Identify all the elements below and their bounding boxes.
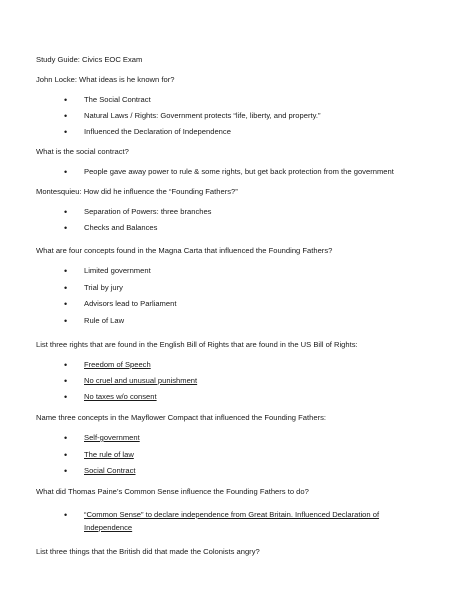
bullet-icon: • [64, 299, 68, 309]
answer-item: Self-government [84, 433, 140, 442]
answer-item: Freedom of Speech [84, 360, 151, 369]
answer-item: Social Contract [84, 466, 136, 475]
bullet-icon: • [64, 510, 68, 520]
bullet-icon: • [64, 266, 68, 276]
bullet-icon: • [64, 95, 68, 105]
answer-item: Rule of Law [84, 316, 125, 325]
bullet-icon: • [64, 360, 68, 370]
answer-item: Natural Laws / Rights: Government protects “life, liberty, and property.” [84, 111, 321, 120]
question-magna-carta: What are four concepts found in the Magna Carta that influenced the Founding Fathers? [36, 246, 333, 255]
bullet-icon: • [64, 111, 68, 121]
question-common-sense: What did Thomas Paine’s Common Sense influence the Founding Fathers to do? [36, 487, 309, 496]
answer-item: The rule of law [84, 450, 134, 459]
answer-item: Limited government [84, 266, 151, 275]
answer-item: No cruel and unusual punishment [84, 376, 198, 385]
bullet-icon: • [64, 316, 68, 326]
bullet-icon: • [64, 127, 68, 137]
bullet-icon: • [64, 450, 68, 460]
answer-item: People gave away power to rule & some rights, but get back protection from the government [84, 167, 394, 176]
answer-item: “Common Sense” to declare independence from Great Britain. Influenced Declaration of [84, 510, 380, 519]
bullet-icon: • [64, 466, 68, 476]
question-british-actions: List three things that the British did that made the Colonists angry? [36, 547, 260, 556]
bullet-icon: • [64, 207, 68, 217]
question-bill-of-rights: List three rights that are found in the English Bill of Rights that are found in the US Bill of Rights: [36, 340, 358, 349]
answer-item: Checks and Balances [84, 223, 158, 232]
answer-item: Separation of Powers: three branches [84, 207, 212, 216]
answer-item: The Social Contract [84, 95, 151, 104]
answer-item: Advisors lead to Parliament [84, 299, 177, 308]
bullet-icon: • [64, 376, 68, 386]
answer-item: No taxes w/o consent [84, 392, 157, 401]
bullet-icon: • [64, 283, 68, 293]
answer-item-continued: Independence [84, 523, 133, 532]
question-john-locke: John Locke: What ideas is he known for? [36, 75, 175, 84]
bullet-icon: • [64, 392, 68, 402]
bullet-icon: • [64, 433, 68, 443]
question-social-contract: What is the social contract? [36, 147, 129, 156]
question-montesquieu: Montesquieu: How did he influence the “Founding Fathers?” [36, 187, 238, 196]
bullet-icon: • [64, 223, 68, 233]
question-mayflower-compact: Name three concepts in the Mayflower Compact that influenced the Founding Fathers: [36, 413, 326, 422]
bullet-icon: • [64, 167, 68, 177]
answer-item: Influenced the Declaration of Independence [84, 127, 231, 136]
answer-item: Trial by jury [84, 283, 123, 292]
document-title: Study Guide: Civics EOC Exam [36, 55, 143, 64]
